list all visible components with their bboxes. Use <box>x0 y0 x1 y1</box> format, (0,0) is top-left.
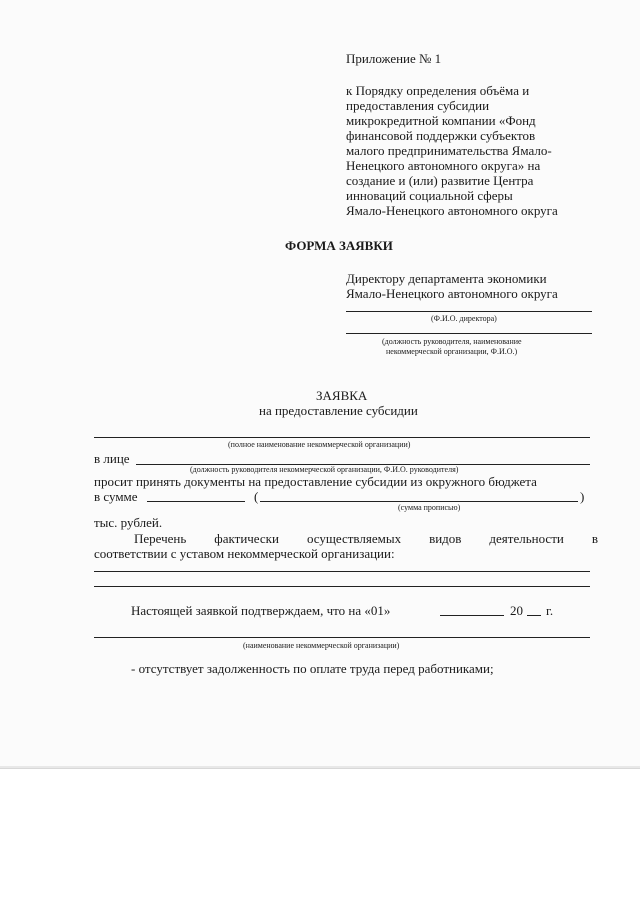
thousand-rub: тыс. рублей. <box>94 515 163 530</box>
amount-words-line <box>260 501 578 502</box>
appendix-line: предоставления субсидии <box>346 98 490 113</box>
appendix-line: Ненецкого автономного округа» на <box>346 158 541 173</box>
amount-open-paren: ( <box>254 489 259 504</box>
amount-close-paren: ) <box>580 489 585 504</box>
applicant-line <box>346 333 592 334</box>
appendix-line: микрокредитной компании «Фонд <box>346 113 536 128</box>
application-title: ЗАЯВКА <box>316 388 368 403</box>
appendix-line: Ямало-Ненецкого автономного округа <box>346 203 558 218</box>
org-short-name-line <box>94 637 590 638</box>
activities-word: осуществляемых <box>306 531 402 546</box>
caption-amount-words: (сумма прописью) <box>398 503 461 512</box>
in-person-label: в лице <box>94 451 130 466</box>
form-title: ФОРМА ЗАЯВКИ <box>285 238 393 253</box>
activities-word: видов <box>429 531 462 546</box>
director-name-line <box>346 311 592 312</box>
request-line: просит принять документы на предоставление субсидии из окружного бюджета <box>94 474 537 489</box>
appendix-title: Приложение № 1 <box>346 51 442 66</box>
appendix-line: финансовой поддержки субъектов <box>346 128 536 143</box>
activities-word: Перечень <box>134 531 187 546</box>
amount-label: в сумме <box>94 489 138 504</box>
activities-blank-line-2 <box>94 586 590 587</box>
appendix-line: малого предпринимательства Ямало- <box>346 143 552 158</box>
appendix-line: создание и (или) развитие Центра <box>346 173 534 188</box>
caption-org-short: (наименование некоммерческой организации) <box>243 641 400 650</box>
confirm-suffix: г. <box>546 603 554 618</box>
addressee-line-2: Ямало-Ненецкого автономного округа <box>346 286 558 301</box>
confirm-date-line <box>440 615 504 616</box>
caption-position-2: некоммерческой организации, Ф.И.О.) <box>386 347 518 356</box>
activities-blank-line-1 <box>94 571 590 572</box>
org-name-line <box>94 437 590 438</box>
caption-director-fio: (Ф.И.О. директора) <box>431 314 497 323</box>
confirm-year-prefix: 20 <box>510 603 523 618</box>
caption-head: (должность руководителя некоммерческой организации, Ф.И.О. руководителя) <box>190 465 459 474</box>
confirm-prefix: Настоящей заявкой подтверждаем, что на «01» <box>131 603 391 618</box>
caption-position-1: (должность руководителя, наименование <box>382 337 522 346</box>
addressee-line-1: Директору департамента экономики <box>346 271 547 286</box>
appendix-line: инноваций социальной сферы <box>346 188 513 203</box>
appendix-line: к Порядку определения объёма и <box>346 83 530 98</box>
confirm-year-line <box>527 615 541 616</box>
application-subtitle: на предоставление субсидии <box>259 403 418 418</box>
debt-line: - отсутствует задолженность по оплате труда перед работниками; <box>131 661 494 676</box>
caption-org-name: (полное наименование некоммерческой организации) <box>228 440 411 449</box>
amount-number-line <box>147 501 245 502</box>
activities-word: в <box>591 531 598 546</box>
activities-word: фактически <box>214 531 279 546</box>
activities-line-2: соответствии с уставом некоммерческой организации: <box>94 546 395 561</box>
activities-word: деятельности <box>489 531 564 546</box>
